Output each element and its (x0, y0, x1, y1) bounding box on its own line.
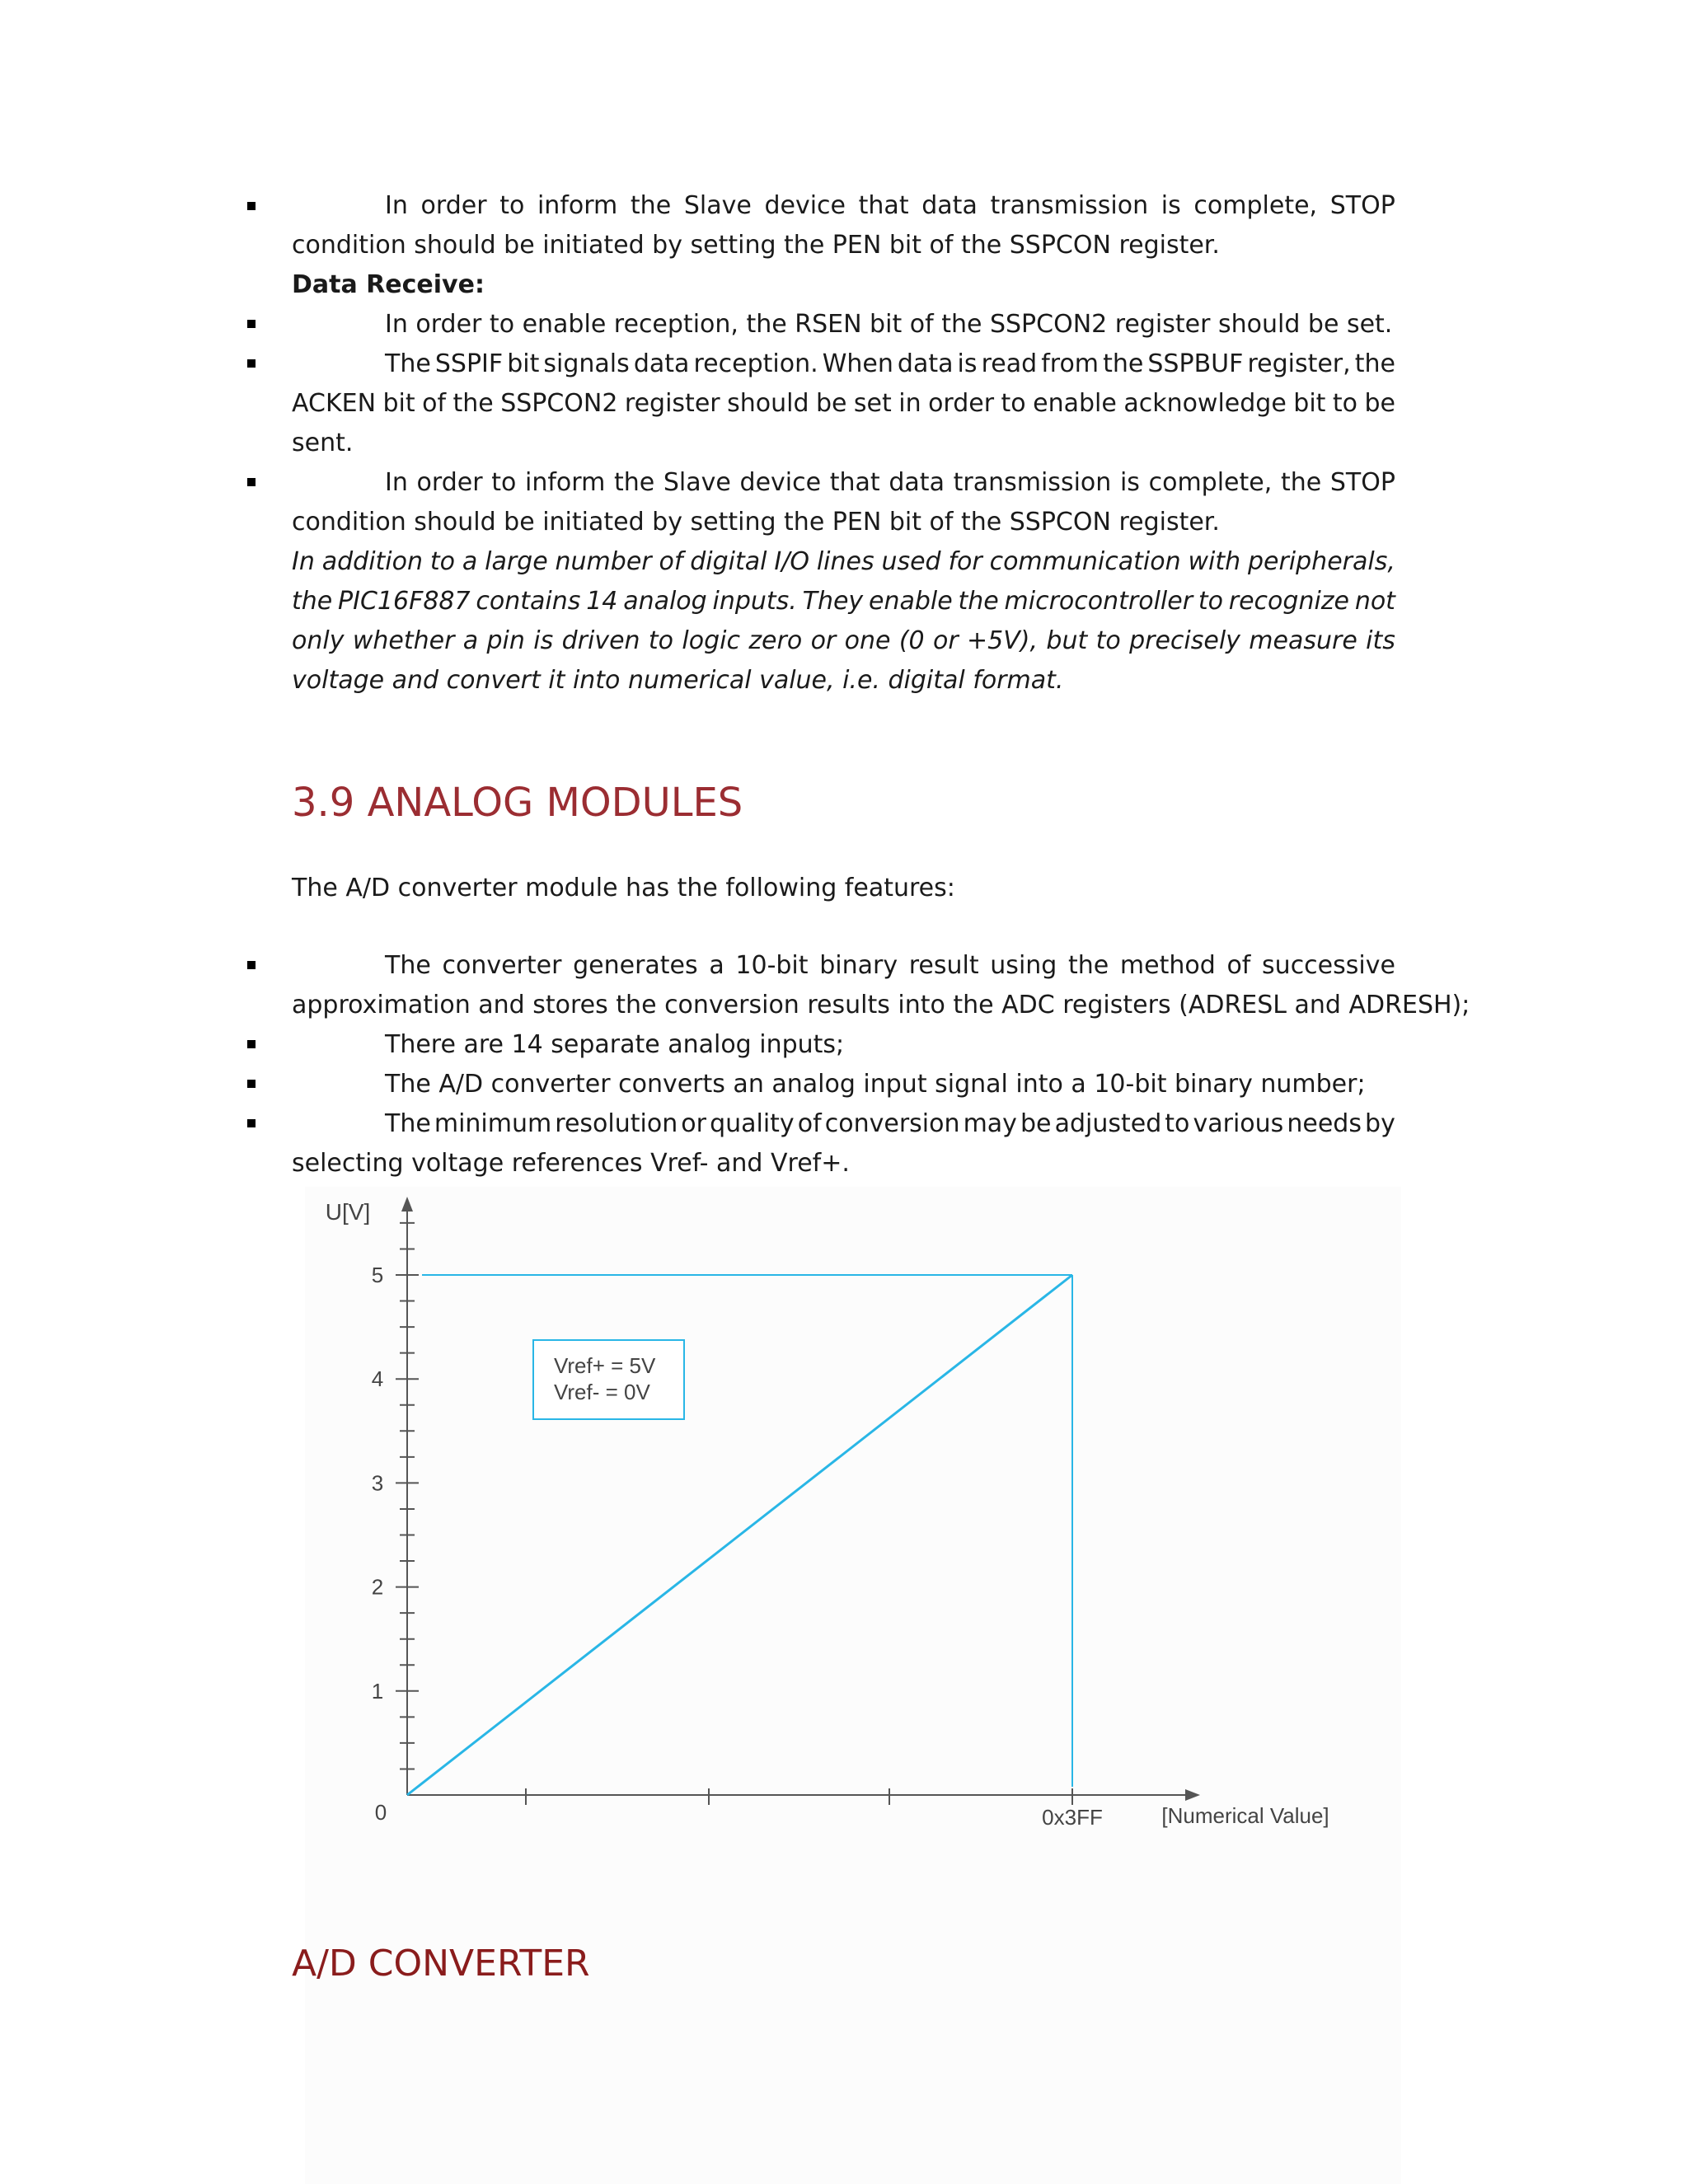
data-receive-heading: Data Receive: (292, 270, 485, 299)
receive-item-3-line2: condition should be initiated by setting the PEN bit of the SSPCON register. (292, 508, 1220, 537)
y-tick-label: 0 (374, 1800, 387, 1825)
word: method (1119, 951, 1216, 980)
word: in (898, 389, 921, 418)
word: be (815, 389, 847, 418)
section-heading: 3.9 ANALOG MODULES (292, 780, 743, 826)
word: to (1001, 389, 1026, 418)
word: to (499, 191, 525, 220)
y-axis-label: U[V] (325, 1199, 371, 1225)
word: logic (682, 626, 740, 655)
receive-item-2-line1 (385, 344, 1395, 384)
word: is (1160, 191, 1181, 220)
word: for (948, 547, 982, 576)
word: PIC16F887 (338, 587, 471, 616)
word: to (1198, 587, 1223, 616)
word: needs (1287, 1109, 1362, 1138)
word: from (1041, 349, 1100, 378)
bullet-marker (247, 478, 256, 486)
word: the (292, 587, 333, 616)
word: conversion (824, 1109, 960, 1138)
y-tick-label: 2 (371, 1574, 384, 1600)
word: that (829, 468, 880, 497)
word: (0 (898, 626, 925, 655)
word: The (385, 951, 431, 980)
word: communication (989, 547, 1181, 576)
word: order (928, 389, 995, 418)
y-tick-label: 5 (371, 1263, 384, 1287)
feature-4-line1 (385, 1104, 1395, 1144)
word: to (648, 626, 674, 655)
word: of (659, 547, 683, 576)
word: set (853, 389, 892, 418)
word: resolution (555, 1109, 678, 1138)
feature-1-line2: approximation and stores the conversion results into the ADC registers (ADRESL and ADRESH); (292, 991, 1470, 1019)
word: They (802, 587, 864, 616)
word: addition (321, 547, 424, 576)
y-tick-label: 1 (371, 1678, 384, 1704)
intro-italic-line4: voltage and convert it into numerical value, i.e. digital format. (292, 666, 1064, 695)
feature-3: The A/D converter converts an analog input signal into a 10-bit binary number; (385, 1070, 1366, 1099)
word: by (1365, 1109, 1395, 1138)
word: recognize (1228, 587, 1350, 616)
word: number (555, 547, 652, 576)
adc-heading: A/D CONVERTER (292, 1943, 590, 1985)
word: to (1095, 626, 1121, 655)
feature-4-line2: selecting voltage references Vref- and Vref+. (292, 1149, 850, 1178)
word: precisely (1129, 626, 1240, 655)
word: whether (352, 626, 455, 655)
word: binary (819, 951, 898, 980)
word: STOP (1329, 191, 1395, 220)
word: measure (1249, 626, 1357, 655)
word: to (429, 547, 455, 576)
word: 14 (586, 587, 618, 616)
word: the (630, 191, 672, 220)
x-axis-label: [Numerical Value] (1161, 1803, 1329, 1828)
word: SSPCON2 (500, 389, 618, 418)
word: used (881, 547, 941, 576)
stop-para-line1 (385, 186, 1395, 226)
receive-item-2-line2 (292, 384, 1395, 424)
x-tick-label: 0x3FF (1042, 1805, 1103, 1830)
word: or (681, 1109, 706, 1138)
receive-item-3-line1 (385, 463, 1395, 503)
word: order (420, 191, 487, 220)
y-axis-arrow-icon (401, 1197, 413, 1212)
word: enable (1033, 389, 1117, 418)
word: the (1354, 349, 1395, 378)
word: device (764, 191, 846, 220)
transfer-series-line (407, 1275, 1072, 1795)
word: of (422, 389, 447, 418)
word: data (897, 349, 954, 378)
word: successive (1262, 951, 1395, 980)
word: generates (573, 951, 698, 980)
intro-italic-line1 (292, 542, 1395, 582)
word: order (416, 468, 483, 497)
word: the (1103, 349, 1144, 378)
word: microcontroller (1004, 587, 1193, 616)
word: complete, (1193, 191, 1318, 220)
word: transmission (953, 468, 1112, 497)
word: the (1280, 468, 1322, 497)
word: STOP (1329, 468, 1395, 497)
word: lines (816, 547, 874, 576)
word: Slave (663, 468, 731, 497)
word: In (385, 191, 408, 220)
word: that (858, 191, 909, 220)
intro-italic-line2 (292, 582, 1395, 621)
word: of (1226, 951, 1251, 980)
y-tick-label: 4 (371, 1366, 384, 1392)
feature-1-line1 (385, 946, 1395, 986)
word: the (452, 389, 494, 418)
word: 10-bit (735, 951, 809, 980)
word: pin (486, 626, 525, 655)
word: to (1165, 1109, 1190, 1138)
word: is (957, 349, 978, 378)
word: the (958, 587, 999, 616)
bullet-marker (247, 320, 256, 328)
word: of (797, 1109, 822, 1138)
intro-italic-line3 (292, 621, 1395, 661)
word: the (1068, 951, 1109, 980)
word: device (739, 468, 822, 497)
word: zero (748, 626, 803, 655)
bullet-marker (247, 1080, 256, 1088)
adc-transfer-chart (305, 1187, 1401, 1871)
vref-annotation-text: Vref+ = 5V (554, 1353, 656, 1378)
bullet-marker (247, 1040, 256, 1048)
word: register, (1247, 349, 1351, 378)
word: The (385, 349, 431, 378)
word: a (462, 547, 478, 576)
word: In (292, 547, 315, 576)
word: minimum (434, 1109, 552, 1138)
word: result (908, 951, 979, 980)
receive-item-1: In order to enable reception, the RSEN bit of the SSPCON2 register should be set. (385, 310, 1393, 339)
word: acknowledge (1123, 389, 1287, 418)
word: data (633, 349, 690, 378)
word: complete, (1148, 468, 1273, 497)
word: peripherals, (1247, 547, 1395, 576)
bullet-marker (247, 359, 256, 368)
word: should (727, 389, 809, 418)
word: its (1366, 626, 1395, 655)
word: with (1188, 547, 1241, 576)
word: signals (543, 349, 630, 378)
word: +5V), (967, 626, 1039, 655)
word: is (533, 626, 554, 655)
word: reception. (693, 349, 818, 378)
word: data (889, 468, 945, 497)
word: be (1020, 1109, 1052, 1138)
word: may (963, 1109, 1017, 1138)
vref-annotation-text: Vref- = 0V (554, 1380, 650, 1404)
word: be (1364, 389, 1395, 418)
word: register (624, 389, 720, 418)
word: I/O (774, 547, 809, 576)
word: the (613, 468, 655, 497)
word: is (1119, 468, 1140, 497)
word: contains (476, 587, 581, 616)
word: to (1332, 389, 1358, 418)
word: digital (690, 547, 767, 576)
word: bit (1293, 389, 1326, 418)
word: but (1046, 626, 1088, 655)
word: a (709, 951, 724, 980)
word: to (491, 468, 517, 497)
x-axis-arrow-icon (1185, 1789, 1200, 1801)
bullet-marker (247, 961, 256, 969)
section-lead: The A/D converter module has the following features: (292, 874, 955, 902)
word: or (932, 626, 959, 655)
stop-para-line2: condition should be initiated by setting the PEN bit of the SSPCON register. (292, 231, 1220, 260)
word: transmission (990, 191, 1149, 220)
word: converter (442, 951, 562, 980)
word: a (462, 626, 479, 655)
word: The (385, 1109, 431, 1138)
feature-2: There are 14 separate analog inputs; (385, 1030, 845, 1059)
word: analog (623, 587, 707, 616)
word: data (921, 191, 978, 220)
word: not (1354, 587, 1395, 616)
word: bit (382, 389, 415, 418)
word: inform (537, 191, 618, 220)
receive-item-2-line3: sent. (292, 429, 354, 457)
bullet-marker (247, 202, 256, 210)
word: one (844, 626, 891, 655)
y-tick-label: 3 (371, 1470, 384, 1496)
word: inform (525, 468, 606, 497)
word: only (292, 626, 345, 655)
word: Slave (683, 191, 752, 220)
word: various (1193, 1109, 1284, 1138)
word: inputs. (712, 587, 797, 616)
word: read (981, 349, 1038, 378)
word: In (385, 468, 408, 497)
word: bit (507, 349, 540, 378)
word: quality (710, 1109, 795, 1138)
word: or (810, 626, 837, 655)
word: SSPIF (434, 349, 504, 378)
word: When (822, 349, 893, 378)
word: adjusted (1054, 1109, 1162, 1138)
word: large (485, 547, 548, 576)
word: driven (561, 626, 640, 655)
bullet-marker (247, 1119, 256, 1127)
word: ACKEN (292, 389, 377, 418)
word: using (990, 951, 1057, 980)
word: SSPBUF (1147, 349, 1244, 378)
word: enable (869, 587, 953, 616)
